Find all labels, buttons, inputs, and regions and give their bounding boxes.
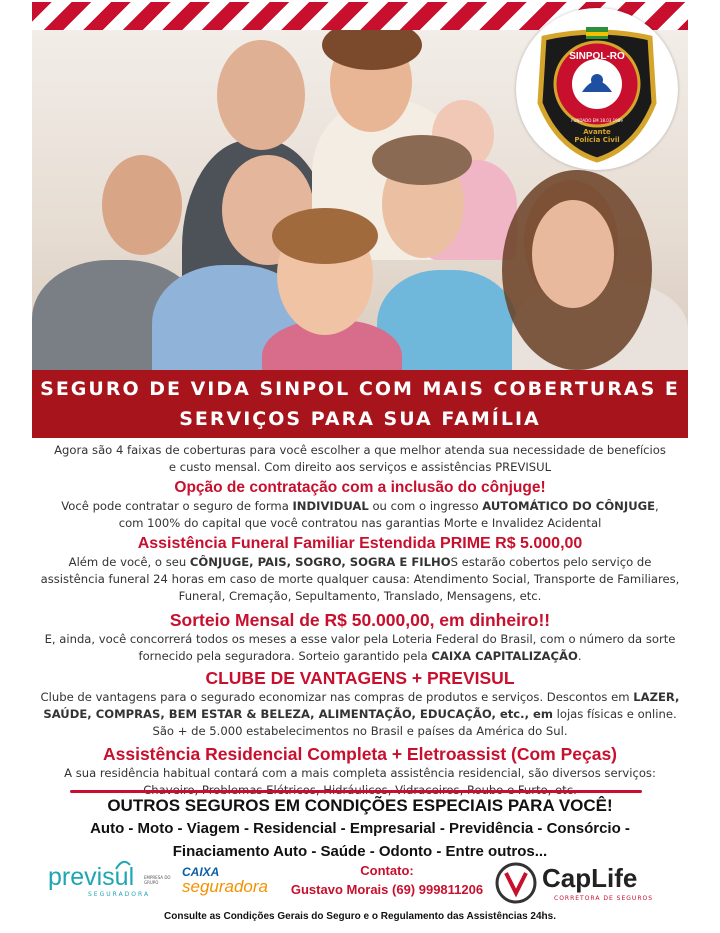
seal-motto-1: Avante bbox=[583, 128, 611, 136]
other-insurance-title: OUTROS SEGUROS EM CONDIÇÕES ESPECIAIS PARA VOCÊ! bbox=[107, 796, 613, 815]
caplife-logo bbox=[494, 859, 674, 909]
intro-text: Agora são 4 faixas de coberturas para você escolher a que melhor atenda sua necessidade de benefícios e custo mensal. Com direito aos serviços e assistências PREVISUL bbox=[54, 443, 666, 474]
seal-name: SINPOL-RO bbox=[569, 51, 625, 62]
funeral-text-2: S estarão cobertos pelo serviço de assistência funeral 24 horas em caso de morte qualquer causa: Atendimento Social, Transporte de Familiares, Funeral, Cremação, Sepultamento, Translado, Mensagens, etc. bbox=[40, 555, 680, 603]
footer-logos bbox=[32, 855, 688, 915]
other-insurance-line-2: Finaciamento Auto - Saúde - Odonto - Entre outros... bbox=[172, 843, 548, 860]
funeral-bold-1: CÔNJUGE, PAIS, SOGRO, SOGRA E FILHO bbox=[189, 555, 451, 569]
residencial-heading: Assistência Residencial Completa + Eletroassist (Com Peças) bbox=[102, 744, 618, 764]
conjuge-heading: Opção de contratação com a inclusão do cônjuge! bbox=[174, 479, 546, 496]
benefits-content bbox=[40, 442, 680, 799]
divider-line bbox=[70, 790, 642, 793]
clube-text bbox=[40, 689, 680, 740]
conjuge-text bbox=[40, 498, 680, 532]
caplife-subtitle: CORRETORA DE SEGUROS bbox=[554, 895, 654, 902]
shield-badge-icon bbox=[516, 8, 678, 170]
funeral-heading: Assistência Funeral Familiar Estendida PRIME R$ 5.000,00 bbox=[137, 535, 583, 552]
conjuge-bold-2: AUTOMÁTICO DO CÔNJUGE bbox=[482, 499, 656, 513]
contact-label: Contato: bbox=[360, 863, 414, 878]
conjuge-bold-1: INDIVIDUAL bbox=[292, 499, 369, 513]
sinpol-seal-logo bbox=[516, 8, 678, 170]
funeral-text-1: Além de você, o seu bbox=[68, 555, 190, 569]
conjuge-text-1: Você pode contratar o seguro de forma bbox=[61, 499, 293, 513]
headline-line-2: SERVIÇOS PARA SUA FAMÍLIA bbox=[179, 408, 541, 430]
clube-text-2: lojas físicas e online. São + de 5.000 estabelecimentos no Brasil e países da América do Sul. bbox=[152, 707, 677, 738]
headline-banner bbox=[32, 370, 688, 438]
seal-founded: FUNDADO EM 18.03.1989 bbox=[571, 118, 623, 123]
conjuge-text-3: , com 100% do capital que você contratou nas garantias Morte e Invalidez Acidental bbox=[118, 499, 659, 530]
sorteio-heading: Sorteio Mensal de R$ 50.000,00, em dinheiro!! bbox=[169, 610, 551, 630]
seguradora-wordmark: seguradora bbox=[182, 877, 269, 896]
sorteio-text bbox=[40, 631, 680, 665]
funeral-text bbox=[40, 554, 680, 605]
headline-line-1: SEGURO DE VIDA SINPOL COM MAIS COBERTURAS E bbox=[40, 378, 680, 400]
residencial-text: A sua residência habitual contará com a mais completa assistência residencial, são diversos serviços: bbox=[64, 766, 656, 780]
clube-text-1: Clube de vantagens para o segurado economizar nas compras de produtos e serviços. Descontos em bbox=[40, 690, 634, 704]
grupo-label: EMPRESA DO GRUPO bbox=[144, 875, 171, 885]
other-insurance-line-1: Auto - Moto - Viagem - Residencial - Empresarial - Previdência - Consórcio - bbox=[90, 820, 630, 837]
contact-phone[interactable]: Gustavo Morais (69) 999811206 bbox=[290, 882, 484, 897]
seal-motto-2: Polícia Civil bbox=[574, 136, 620, 144]
caplife-circle-icon bbox=[494, 861, 538, 905]
previsul-wordmark: previsul bbox=[48, 863, 135, 891]
other-insurance-section bbox=[40, 795, 680, 863]
caixa-wordmark: CAIXA bbox=[182, 865, 220, 879]
caplife-wordmark: CapLife bbox=[542, 863, 638, 893]
conjuge-text-2: ou com o ingresso bbox=[368, 499, 483, 513]
sorteio-text-2: . bbox=[577, 649, 582, 663]
contact-block bbox=[272, 863, 502, 897]
previsul-subtitle: SEGURADORA bbox=[88, 891, 151, 898]
sorteio-bold-1: CAIXA CAPITALIZAÇÃO bbox=[431, 649, 578, 663]
clube-bold-1: LAZER, SAÚDE, COMPRAS, BEM ESTAR & BELEZA, ALIMENTAÇÃO, EDUCAÇÃO, etc., em bbox=[43, 690, 680, 721]
clube-heading: CLUBE DE VANTAGENS + PREVISUL bbox=[205, 668, 515, 688]
sorteio-text-1: E, ainda, você concorrerá todos os meses a esse valor pela Loteria Federal do Brasil, com o número da sorte fornecido pela seguradora. Sorteio garantido pela bbox=[44, 632, 676, 663]
footer-disclaimer: Consulte as Condições Gerais do Seguro e o Regulamento das Assistências 24hs. bbox=[164, 911, 556, 922]
